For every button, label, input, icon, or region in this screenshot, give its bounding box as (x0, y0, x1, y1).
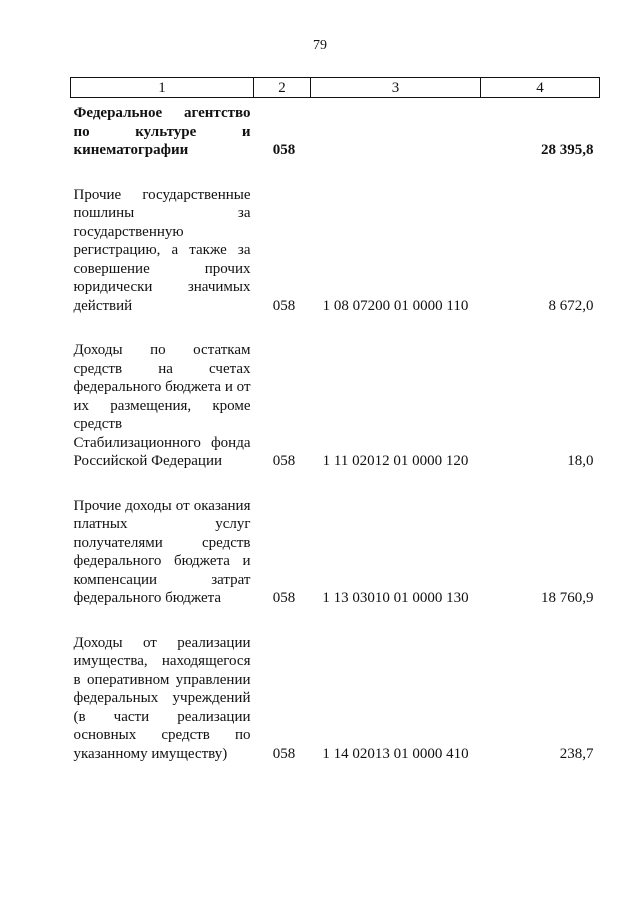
row-revenue-code: 1 08 07200 01 0000 110 (322, 297, 469, 314)
row-sum: 18,0 (567, 453, 594, 469)
row-admin-code: 058 (272, 453, 296, 469)
table-header-row (71, 78, 600, 98)
row-spacer (71, 315, 600, 341)
table-row (71, 186, 600, 316)
column-header-1: 1 (71, 78, 254, 98)
row-name: Доходы по остаткам средств на счетах федерального бюджета и от их размещения, кроме средств Стабилизационного фонда Российской Федерации (73, 342, 251, 469)
row-sum: 18 760,9 (541, 590, 594, 606)
row-revenue-code: 1 11 02012 01 0000 120 (322, 453, 469, 469)
row-sum: 8 672,0 (548, 297, 594, 314)
row-name: Доходы от реализации имущества, находящегося в оперативном управлении федеральных учреждений (в части реализации основных средств по указанному имуществу) (73, 634, 251, 762)
table-row (71, 497, 600, 608)
table-row (71, 341, 600, 471)
column-header-3: 3 (311, 78, 481, 98)
row-name: Прочие доходы от оказания платных услуг получателями средств федерального бюджета и компенсации затрат федерального бюджета (73, 497, 251, 606)
row-revenue-code: 1 13 03010 01 0000 130 (322, 590, 469, 606)
row-admin-code: 058 (272, 142, 296, 158)
row-spacer (71, 160, 600, 186)
table-row-agency (71, 98, 600, 160)
row-admin-code: 058 (272, 745, 296, 762)
table-row (71, 634, 600, 764)
column-header-2: 2 (254, 78, 311, 98)
row-spacer (71, 471, 600, 497)
row-sum: 28 395,8 (541, 142, 594, 158)
page-number: 79 (313, 38, 327, 53)
column-header-4: 4 (481, 78, 600, 98)
row-name: Федеральное агентство по культуре и кинематографии (73, 105, 251, 158)
row-admin-code: 058 (272, 297, 296, 314)
row-name: Прочие государственные пошлины за государственную регистрацию, а также за совершение прочих юридически значимых действий (73, 186, 251, 314)
row-revenue-code: 1 14 02013 01 0000 410 (322, 745, 469, 762)
row-spacer (71, 608, 600, 634)
row-revenue-code (311, 98, 481, 160)
revenue-table (70, 77, 600, 763)
row-admin-code: 058 (272, 590, 296, 606)
row-sum: 238,7 (559, 745, 594, 762)
